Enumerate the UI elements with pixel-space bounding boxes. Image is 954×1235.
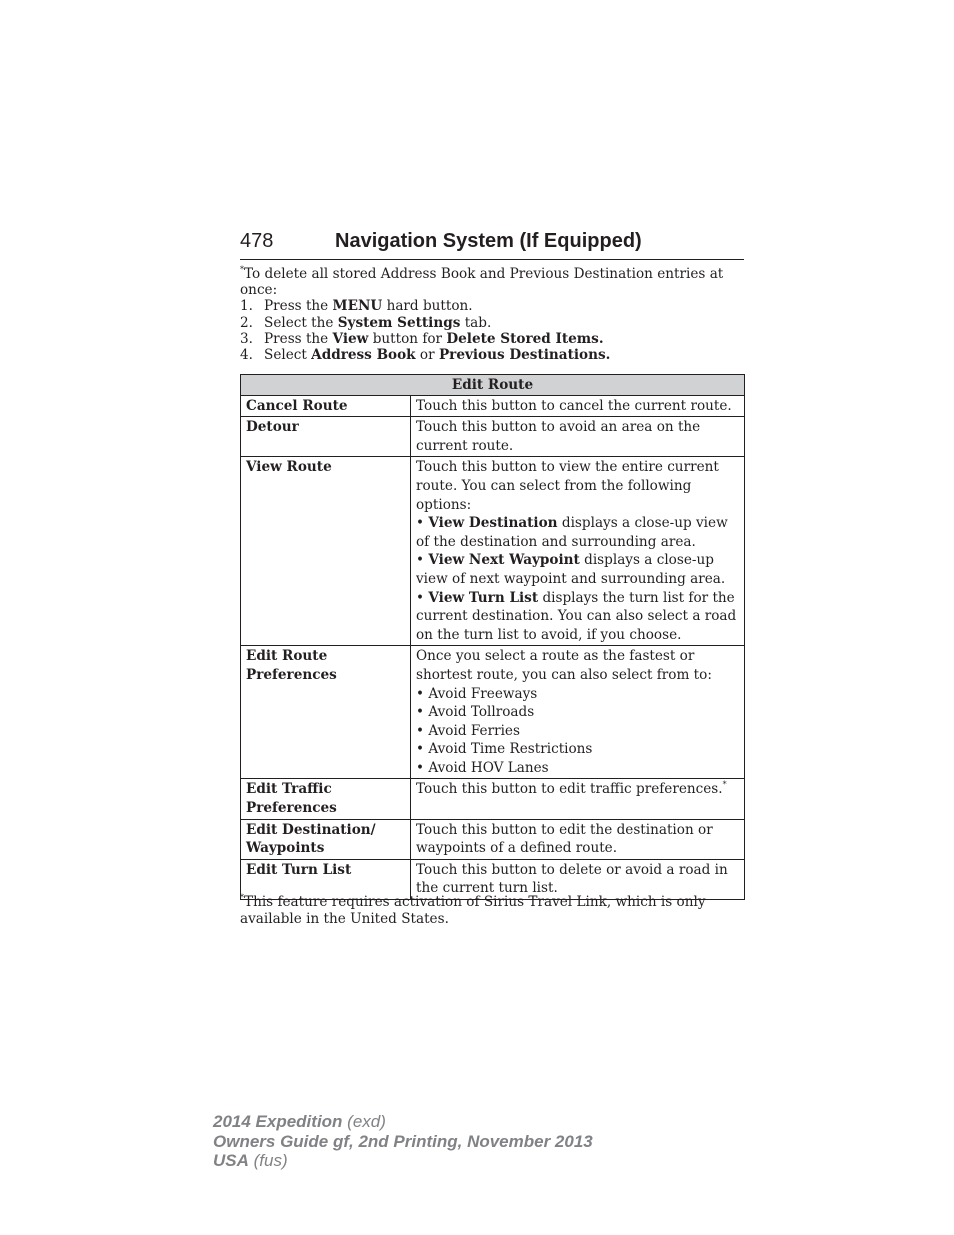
list-item: • Avoid Tollroads: [416, 704, 535, 721]
edit-route-table: [240, 374, 745, 900]
table-row: [241, 457, 745, 646]
feature-name: Detour: [241, 417, 411, 457]
option-item: • View Destination displays a close-up view: [416, 515, 728, 532]
step-number: 1.: [240, 298, 253, 315]
intro-note: [240, 266, 744, 363]
table-row: [241, 395, 745, 417]
list-item: • Avoid Freeways: [416, 685, 538, 702]
step-number: 3.: [240, 330, 253, 347]
feature-name: View Route: [241, 457, 411, 646]
footnote-line: available in the United States.: [240, 911, 449, 927]
page-footer: [213, 1112, 733, 1171]
footer-model-code: (exd): [347, 1112, 386, 1131]
footnote-mark: *: [722, 780, 727, 790]
footnote-mark: *: [240, 265, 244, 274]
feature-description: Touch this button to edit the destination or waypoints of a defined route.: [411, 819, 745, 859]
page-number: 478: [240, 230, 274, 252]
footnote: [240, 894, 744, 928]
page-header: [240, 229, 744, 260]
table-row: [241, 779, 745, 819]
option-item: • View Next Waypoint displays a close-up: [416, 552, 714, 569]
feature-description: Touch this button to view the entire current route. You can select from the following options: • View Destination displays a close-up view of the destination and surrounding area. • View Next Waypoint displays a close-up view of next waypoint and surrounding area. • View Turn List displays the turn list for the current destination. You can also select a road on the turn list to avoid, if you choose.: [411, 457, 745, 646]
feature-description: Touch this button to delete or avoid a road in the current turn list.: [411, 859, 745, 899]
footnote-line: This feature requires activation of Sirius Travel Link, which is only: [244, 894, 706, 910]
step-item: 3. Press the View button for Delete Stored Items.: [240, 330, 604, 347]
step-item: 4. Select Address Book or Previous Destinations.: [240, 347, 611, 364]
feature-name: Edit Route Preferences: [241, 646, 411, 779]
step-number: 2.: [240, 314, 253, 331]
footer-region-code: (fus): [253, 1151, 288, 1170]
table-row: [241, 417, 745, 457]
table-heading: Edit Route: [241, 375, 745, 396]
feature-description: Once you select a route as the fastest or shortest route, you can also select from to: • Avoid Freeways • Avoid Tollroads • Avoid Ferries • Avoid Time Restrictions • Avoid HOV Lanes: [411, 646, 745, 779]
footnote-mark: *: [240, 893, 244, 902]
table-row: [241, 819, 745, 859]
table-row: [241, 646, 745, 779]
footer-model: 2014 Expedition: [213, 1112, 343, 1131]
option-item: • View Turn List displays the turn list for the: [416, 589, 735, 606]
footer-region: USA: [213, 1151, 249, 1170]
feature-description: Touch this button to cancel the current route.: [411, 395, 745, 417]
feature-description: Touch this button to edit traffic preferences.*: [411, 779, 745, 819]
list-item: • Avoid HOV Lanes: [416, 759, 549, 776]
step-number: 4.: [240, 347, 253, 364]
feature-name: Cancel Route: [241, 395, 411, 417]
feature-name: Edit Traffic Preferences: [241, 779, 411, 819]
feature-description: Touch this button to avoid an area on the current route.: [411, 417, 745, 457]
list-item: • Avoid Ferries: [416, 722, 520, 739]
page-title: Navigation System (If Equipped): [335, 230, 642, 252]
list-item: • Avoid Time Restrictions: [416, 741, 593, 758]
step-item: 1. Press the MENU hard button.: [240, 298, 473, 315]
feature-name: Edit Turn List: [241, 859, 411, 899]
step-item: 2. Select the System Settings tab.: [240, 314, 492, 331]
intro-note-text: *To delete all stored Address Book and Previous Destination entries at once:: [240, 265, 724, 299]
feature-name: Edit Destination/ Waypoints: [241, 819, 411, 859]
footer-guide: Owners Guide gf, 2nd Printing, November 2013: [213, 1131, 593, 1151]
